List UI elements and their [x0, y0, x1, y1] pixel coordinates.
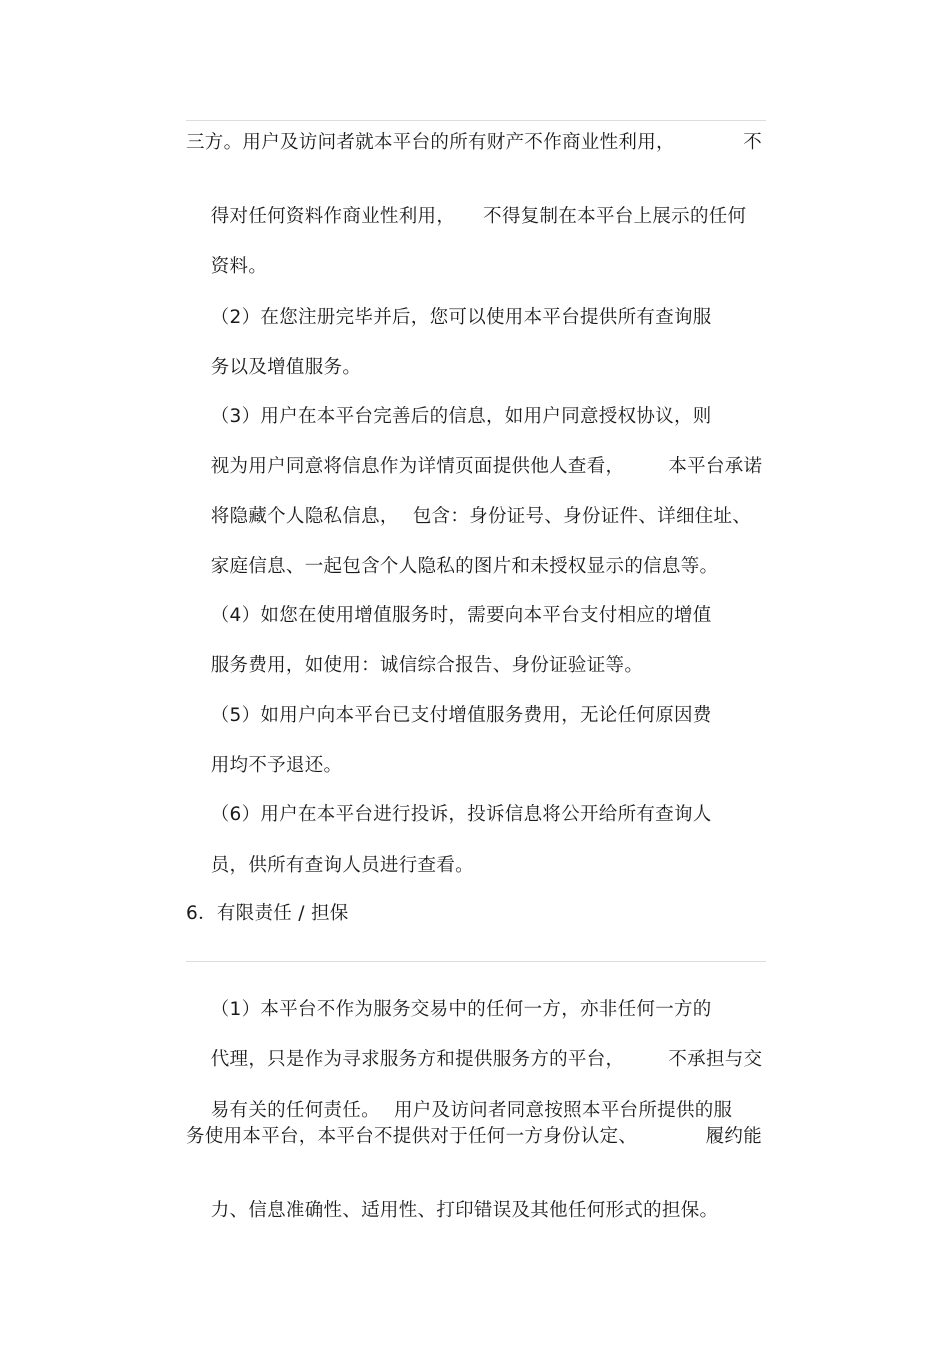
line-text: 将隐藏个人隐私信息， — [210, 506, 399, 527]
line-text: 三方。用户及访问者就本平台的所有财产不作商业性利用， — [186, 132, 675, 153]
line-text: 易有关的任何责任。 — [210, 1100, 380, 1121]
line-text: 资料。 — [210, 256, 268, 277]
line-text: 员，供所有查询人员进行查看。 — [210, 855, 474, 876]
line-text: 履约能 — [705, 1126, 762, 1147]
line-text: （5）如用户向本平台已支付增值服务费用，无论任何原因费 — [210, 705, 712, 726]
line-text: 用均不予退还。 — [210, 755, 343, 776]
line-text: 视为用户同意将信息作为详情页面提供他人查看， — [210, 456, 625, 477]
line-text: （4）如您在使用增值服务时，需要向本平台支付相应的增值 — [210, 605, 712, 626]
line-text: （6）用户在本平台进行投诉，投诉信息将公开给所有查询人 — [210, 804, 712, 825]
line-text: 家庭信息、一起包含个人隐私的图片和未授权显示的信息等。 — [210, 556, 719, 577]
line-text: （3）用户在本平台完善后的信息，如用户同意授权协议，则 — [210, 406, 712, 427]
paragraph-line — [186, 1125, 762, 1149]
paragraph-line — [186, 181, 746, 253]
line-text: 不 — [743, 132, 762, 153]
line-text: 服务费用，如使用：诚信综合报告、身份证验证等。 — [210, 655, 644, 676]
line-text: 务使用本平台，本平台不提供对于任何一方身份认定、 — [186, 1126, 638, 1147]
line-text: 得对任何资料作商业性利用， — [210, 206, 456, 227]
line-text: 不承担与交 — [668, 1049, 763, 1070]
paragraph-line — [186, 1175, 718, 1247]
section-heading: 6．有限责任 / 担保 — [186, 903, 349, 924]
line-text: 务以及增值服务。 — [210, 357, 362, 378]
paragraph-line — [186, 131, 762, 155]
paragraph-line — [186, 830, 474, 902]
line-text: （1）本平台不作为服务交易中的任何一方，亦非任何一方的 — [210, 999, 712, 1020]
line-text: 用户及访问者同意按照本平台所提供的服 — [393, 1100, 733, 1121]
line-text: 力、信息准确性、适用性、打印错误及其他任何形式的担保。 — [210, 1200, 719, 1221]
line-text: 本平台承诺 — [668, 456, 763, 477]
top-divider — [186, 120, 766, 121]
line-text: （2）在您注册完毕并后，您可以使用本平台提供所有查询服 — [210, 307, 712, 328]
line-text: 不得复制在本平台上展示的任何 — [483, 206, 747, 227]
section-divider — [186, 961, 766, 962]
line-text: 代理，只是作为寻求服务方和提供服务方的平台， — [210, 1049, 625, 1070]
line-text: 包含：身份证号、身份证件、详细住址、 — [412, 506, 752, 527]
